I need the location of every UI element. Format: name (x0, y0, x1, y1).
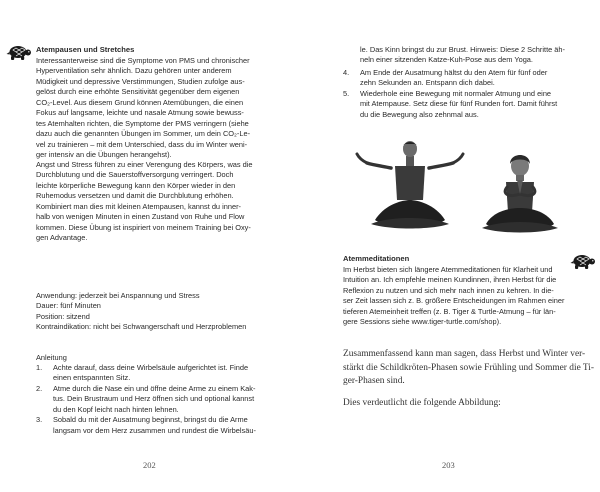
info-line: Dauer: fünf Minuten (36, 301, 101, 311)
text-line: Interessanterweise sind die Symptome von PMS und chronischer (36, 56, 250, 65)
turtle-icon (570, 253, 596, 270)
info-line: Position: sitzend (36, 311, 90, 321)
text-line: kommen. Diese Übung ist inspiriert von meinem Training bei Oxy- (36, 222, 251, 232)
step-number: 4. (343, 68, 350, 77)
text-line: Im Herbst bieten sich längere Atemmeditationen für Klarheit und (343, 265, 553, 274)
step-text-line: mit Atempause. Setz diese für fünf Runden fort. Damit führst (360, 99, 558, 109)
text-line: tieferen Atemeinheit treffen (z. B. Tiger & Turtle-Atmung – für län- (343, 306, 556, 316)
text-line: ger intensiv an die Übungen herangehst). (36, 150, 172, 160)
serif-line: stärkt die Schildkröten-Phasen sowie Frühling und Sommer die Ti- (343, 362, 595, 373)
text-line: Kombiniert man dies mit kleinen Atempausen, kannst du inner- (36, 201, 241, 211)
text-line: gelöst durch eine erhöhte Sensitivität gegenüber dem eigenen (36, 87, 240, 97)
step-text-line: tus. Dein Brustraum und Herz öffnen sich und optional kannst (53, 394, 255, 404)
text-line: Ruhemodus versetzen und damit die Durchblutung erhöhen. (36, 191, 234, 201)
step-number: 5. (343, 88, 350, 98)
text-line: tes Atemhalten richten, die Symptome der PMS verringern (siehe (36, 118, 249, 128)
text-line: le. Das Kinn bringst du zur Brust. Hinweis: Diese 2 Schritte äh- (360, 45, 565, 54)
step-text-line: Achte darauf, dass deine Wirbelsäule aufgerichtet ist. Finde (53, 363, 249, 372)
step-number: 3. (36, 415, 43, 425)
turtle-icon (6, 44, 32, 61)
step-text-line: einen entspannten Sitz. (53, 373, 131, 383)
serif-line: Zusammenfassend kann man sagen, dass Herbst und Winter ver- (343, 349, 586, 359)
right-page (300, 0, 600, 492)
text-line: gere Sessions siehe www.tiger-turtle.com/shop). (343, 317, 502, 327)
page-number-right: 203 (442, 460, 455, 470)
step-text-line: du den Kopf leicht nach hinten lehnen. (53, 404, 179, 414)
text-line: Intuition an. Ich empfehle meinen Kundinnen, ihren Herbst für die (343, 275, 557, 285)
step-text-line: Atme durch die Nase ein und öffne deine Arme zu einem Kak- (53, 383, 256, 393)
step-text-line: langsam vor dem Herz zusammen und rundest die Wirbelsäu- (53, 425, 256, 435)
text-line: leichte körperliche Bewegung kann den Körper wieder in den (36, 180, 236, 190)
woman-cactus-pose-illustration (355, 138, 465, 232)
text-line: Fokus auf langsame, leichte und nasale Atmung sowie bewuss- (36, 108, 244, 118)
text-line: CO₂-Level. Aus diesem Grund können Atemübungen, die einen (36, 97, 244, 107)
text-line: Müdigkeit und depressive Verstimmungen, Studien zufolge aus- (36, 76, 245, 86)
text-line: Hyperventilation sehr ähnlich. Dazu gehören unter anderem (36, 66, 232, 76)
info-line: Anwendung: jederzeit bei Anspannung und Stress (36, 291, 200, 300)
text-line: ser Zeit lassen sich z. B. größere Entscheidungen im Rahmen einer (343, 296, 565, 306)
step-number: 2. (36, 383, 43, 393)
text-line: halb von wenigen Minuten in einen Zustand von Ruhe und Flow (36, 212, 245, 222)
instructions-label: Anleitung (36, 353, 67, 362)
text-line: Reflexion zu nutzen und sich mehr nach innen zu kehren. In die- (343, 285, 554, 295)
text-line: vel zu trainieren – mit dem Unterschied, dass du im Winter weni- (36, 139, 248, 149)
text-line: dazu auch die genannten Übungen im Sommer, um dein CO₂-Le- (36, 129, 251, 139)
text-line: gen Advantage. (36, 233, 88, 243)
info-line: Kontraindikation: nicht bei Schwangerschaft und Herzproblemen (36, 322, 247, 332)
step-text-line: du die Bewegung also zehnmal aus. (360, 109, 479, 119)
section-heading: Atempausen und Stretches (36, 45, 135, 54)
page-number-left: 202 (143, 460, 156, 470)
step-text-line: zehn Sekunden an. Entspann dich dabei. (360, 78, 495, 88)
text-line: Durchblutung und die Sauerstoffversorgung verringert. Doch (36, 170, 234, 180)
step-text-line: Wiederhole eine Bewegung mit normaler Atmung und eine (360, 88, 552, 98)
step-text-line: Am Ende der Ausatmung hältst du den Atem für fünf oder (360, 68, 548, 77)
text-line: neln einer sitzenden Katze-Kuh-Pose aus dem Yoga. (360, 55, 533, 65)
woman-prayer-pose-illustration (480, 150, 560, 234)
text-line: Angst und Stress führen zu einer Verengung des Körpers, was die (36, 160, 253, 169)
section-heading-meditation: Atemmeditationen (343, 254, 410, 263)
figure-intro-sentence: Dies verdeutlicht die folgende Abbildung: (343, 398, 501, 408)
step-text-line: Sobald du mit der Ausatmung beginnst, bringst du die Arme (53, 415, 248, 425)
serif-line: ger-Phasen sind. (343, 376, 405, 387)
step-number: 1. (36, 363, 43, 372)
